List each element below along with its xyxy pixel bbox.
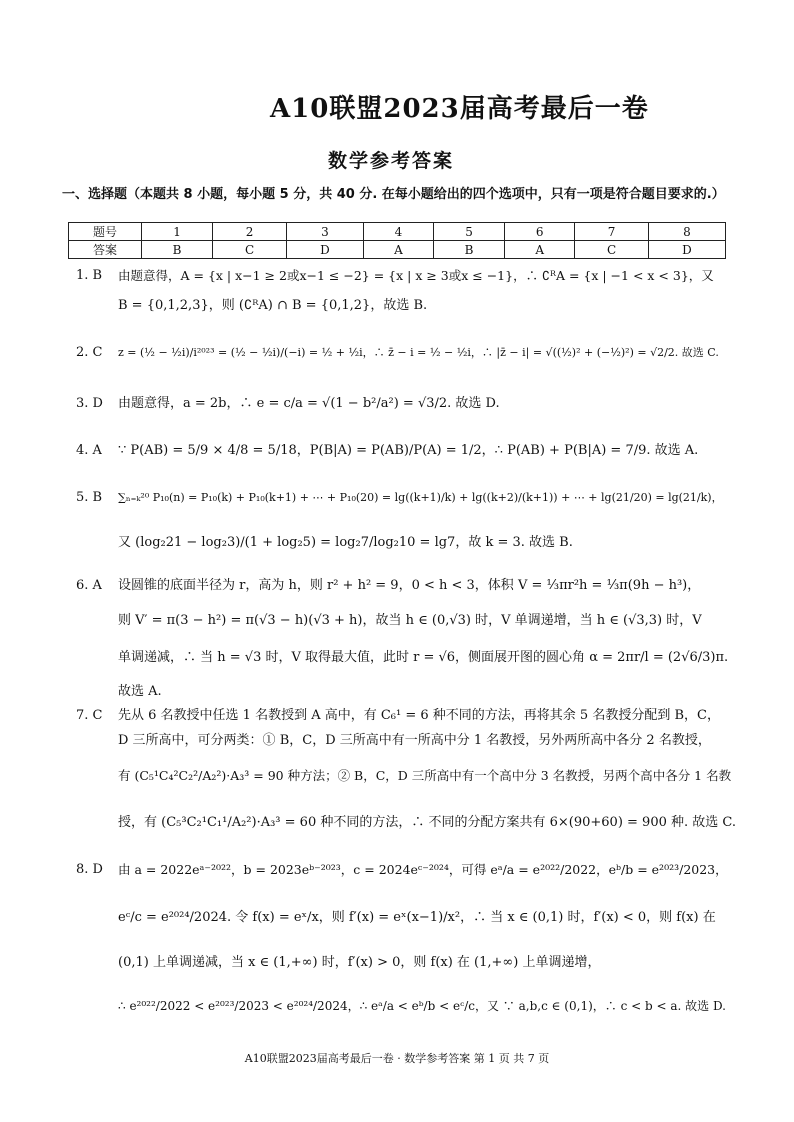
- question-number: 5. B: [76, 490, 103, 505]
- solution-line: 由题意得，a = 2b，∴ e = c/a = √(1 − b²/a²) = √3/2. 故选 D.: [118, 396, 500, 411]
- solution-line: D 三所高中，可分两类：① B，C，D 三所高中有一所高中分 1 名教授，另外两所高中各分 2 名教授，: [118, 733, 711, 748]
- table-cell: 3: [286, 223, 363, 241]
- solution-line: ∑ₙ₌ₖ²⁰ P₁₀(n) = P₁₀(k) + P₁₀(k+1) + ⋯ + P₁₀(20) = lg((k+1)/k) + lg((k+2)/(k+1)) + ⋯ + lg(21/20) = lg(21/k)，: [118, 491, 723, 504]
- solution-line: 先从 6 名教授中任选 1 名教授到 A 高中，有 C₆¹ = 6 种不同的方法，再将其余 5 名教授分配到 B，C，: [118, 708, 720, 723]
- solution-line: 又 (log₂21 − log₂3)/(1 + log₂5) = log₂7/log₂10 = lg7，故 k = 3. 故选 B.: [118, 535, 573, 550]
- table-cell: B: [142, 241, 213, 259]
- page-footer: A10联盟2023届高考最后一卷 · 数学参考答案 第 1 页 共 7 页: [244, 1052, 550, 1065]
- question-number: 8. D: [76, 862, 103, 877]
- row-label: 答案: [69, 241, 142, 259]
- row-label: 题号: [69, 223, 142, 241]
- table-row: [69, 241, 726, 259]
- answer-table: [68, 222, 726, 259]
- section-heading: 一、选择题（本题共 8 小题，每小题 5 分，共 40 分. 在每小题给出的四个选项中，只有一项是符合题目要求的.）: [62, 187, 725, 202]
- table-cell: C: [575, 241, 649, 259]
- solution-line: 由题意得，A = {x | x−1 ≥ 2或x−1 ≤ −2} = {x | x ≥ 3或x ≤ −1}，∴ ∁ᴿA = {x | −1 < x < 3}，又: [118, 268, 714, 283]
- solution-line: (0,1) 上单调递减，当 x ∈ (1,+∞) 时，f′(x) > 0，则 f(x) 在 (1,+∞) 上单调递增，: [118, 955, 601, 970]
- table-cell: D: [648, 241, 725, 259]
- table-cell: 1: [142, 223, 213, 241]
- table-cell: B: [433, 241, 504, 259]
- page-title: A10联盟2023届高考最后一卷: [270, 94, 649, 124]
- table-cell: 5: [433, 223, 504, 241]
- solution-line: 由 a = 2022eᵃ⁻²⁰²²，b = 2023eᵇ⁻²⁰²³，c = 2024eᶜ⁻²⁰²⁴，可得 eᵃ/a = e²⁰²²/2022，eᵇ/b = e²⁰²³/2023，: [118, 862, 728, 877]
- solution-line: 有 (C₅¹C₄²C₂²/A₂²)·A₃³ = 90 种方法；② B，C，D 三所高中有一个高中分 3 名教授，另两个高中各分 1 名教: [118, 768, 732, 783]
- solution-line: 单调递减，∴ 当 h = √3 时，V 取得最大值，此时 r = √6，侧面展开图的圆心角 α = 2πr/l = (2√6/3)π.: [118, 650, 729, 665]
- solution-line: 设圆锥的底面半径为 r，高为 h，则 r² + h² = 9，0 < h < 3，体积 V = ⅓πr²h = ⅓π(9h − h³)，: [118, 578, 701, 593]
- solution-line: 授，有 (C₅³C₂¹C₁¹/A₂²)·A₃³ = 60 种不同的方法，∴ 不同的分配方案共有 6×(90+60) = 900 种. 故选 C.: [118, 815, 737, 830]
- table-cell: 7: [575, 223, 649, 241]
- page-subtitle: 数学参考答案: [328, 150, 455, 172]
- table-cell: 4: [363, 223, 433, 241]
- solution-line: ∵ P(AB) = 5/9 × 4/8 = 5/18，P(B|A) = P(AB)/P(A) = 1/2，∴ P(AB) + P(B|A) = 7/9. 故选 A.: [118, 443, 699, 458]
- table-row: [69, 223, 726, 241]
- question-number: 1. B: [76, 268, 103, 283]
- question-number: 6. A: [76, 578, 102, 593]
- table-cell: D: [286, 241, 363, 259]
- solution-line: ∴ e²⁰²²/2022 < e²⁰²³/2023 < e²⁰²⁴/2024，∴ eᵃ/a < eᵇ/b < eᶜ/c，又 ∵ a,b,c ∈ (0,1)，∴ c < b < a. 故选 D.: [118, 999, 726, 1013]
- question-number: 3. D: [76, 396, 103, 411]
- table-cell: 8: [648, 223, 725, 241]
- table-cell: A: [363, 241, 433, 259]
- solution-line: B = {0,1,2,3}，则 (∁ᴿA) ∩ B = {0,1,2}，故选 B.: [118, 298, 428, 313]
- solution-line: 故选 A.: [118, 684, 162, 699]
- question-number: 4. A: [76, 443, 102, 458]
- solution-line: eᶜ/c = e²⁰²⁴/2024. 令 f(x) = eˣ/x，则 f′(x) = eˣ(x−1)/x²，∴ 当 x ∈ (0,1) 时，f′(x) < 0，则 f(x) 在: [118, 910, 716, 925]
- solution-line: 则 V′ = π(3 − h²) = π(√3 − h)(√3 + h)，故当 h ∈ (0,√3) 时，V 单调递增，当 h ∈ (√3,3) 时，V: [118, 613, 702, 628]
- question-number: 7. C: [76, 708, 103, 723]
- table-cell: 2: [213, 223, 287, 241]
- table-cell: A: [505, 241, 575, 259]
- question-number: 2. C: [76, 345, 103, 360]
- solution-line: z = (½ − ½i)/i²⁰²³ = (½ − ½i)/(−i) = ½ + ½i，∴ z̄ − i = ½ − ½i，∴ |z̄ − i| = √((½)² + (−½)²) = √2/2. 故选 C.: [118, 346, 719, 359]
- table-cell: 6: [505, 223, 575, 241]
- table-cell: C: [213, 241, 287, 259]
